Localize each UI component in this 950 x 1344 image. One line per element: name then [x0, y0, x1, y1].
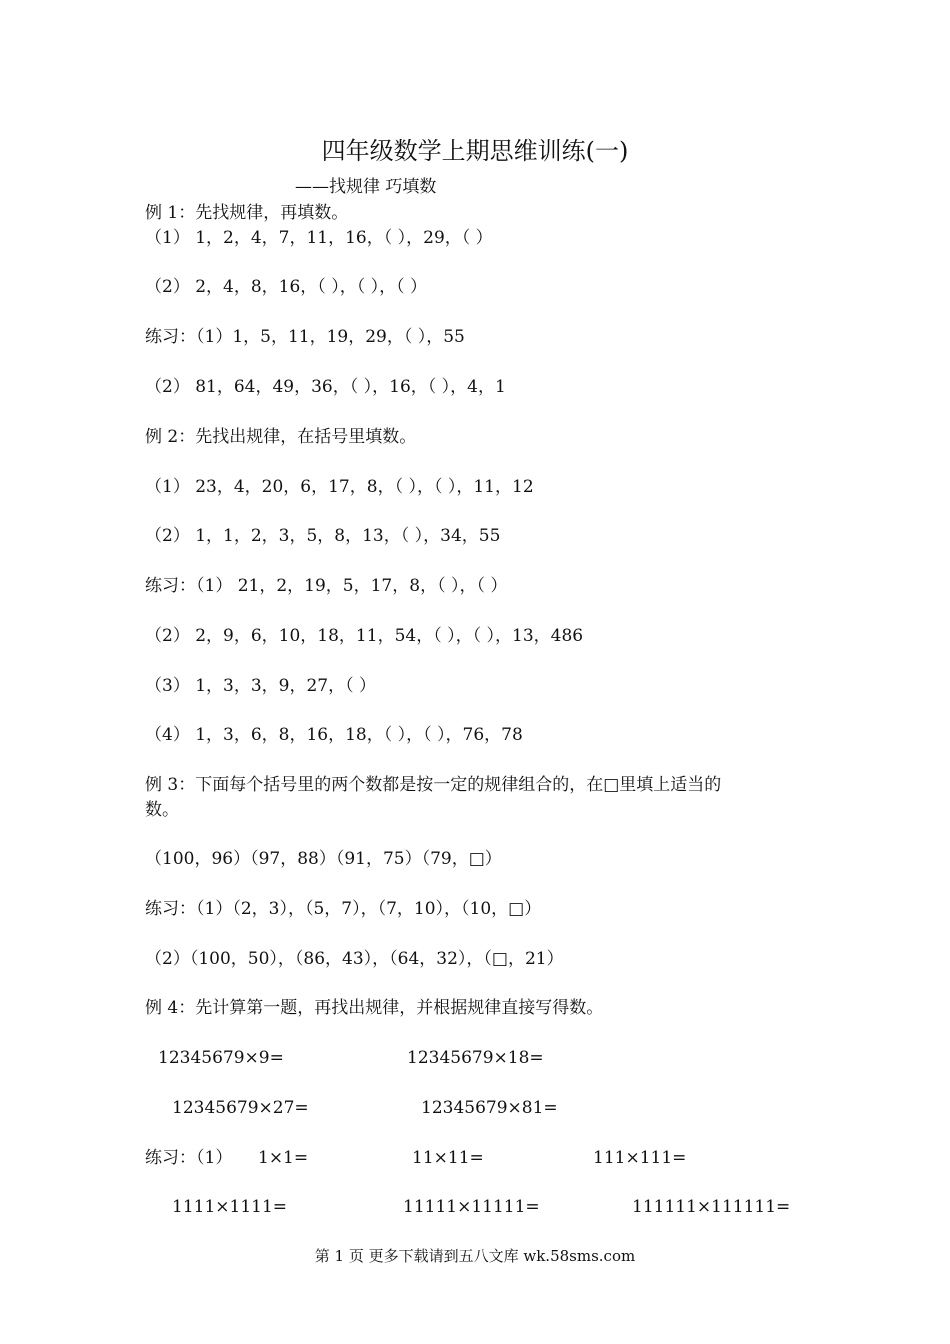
example4-expression-4: 12345679×81=: [421, 1098, 558, 1118]
example1-question-2: （2） 2，4，8，16，（ ），（ ），（ ）: [145, 277, 428, 297]
practice4-expression-1: 1×1=: [258, 1148, 309, 1168]
practice3-question-2: （2）（100，50），（86，43），（64，32），（□，21）: [145, 949, 564, 969]
page-footer: 第 1 页 更多下载请到五八文库 wk.58sms.com: [314, 1247, 636, 1265]
example2-question-1: （1） 23，4，20，6，17，8，（ ），（ ），11，12: [145, 477, 534, 497]
practice4-expression-4: 1111×1111=: [172, 1197, 288, 1217]
practice2-question-2: （2） 2，9，6，10，18，11，54，（ ），（ ），13，486: [145, 626, 584, 646]
example1-heading: 例 1：先找规律，再填数。: [145, 203, 349, 223]
example3-heading-line2: 数。: [145, 800, 179, 820]
example4-heading: 例 4：先计算第一题，再找出规律，并根据规律直接写得数。: [145, 998, 604, 1018]
practice4-prefix: 练习：（1）: [145, 1148, 233, 1168]
example4-expression-3: 12345679×27=: [172, 1098, 309, 1118]
example3-heading-line1: 例 3：下面每个括号里的两个数都是按一定的规律组合的，在□里填上适当的: [145, 775, 722, 795]
example2-heading: 例 2：先找出规律，在括号里填数。: [145, 427, 417, 447]
practice2-question-3: （3） 1，3，3，9，27，（ ）: [145, 676, 377, 696]
example2-question-2: （2） 1，1，2，3，5，8，13，（ ），34，55: [145, 526, 501, 546]
practice4-expression-6: 111111×111111=: [632, 1197, 791, 1217]
example4-expression-1: 12345679×9=: [158, 1048, 284, 1068]
page-title: 四年级数学上期思维训练(一): [321, 137, 629, 165]
practice1-question-1: 练习：（1）1，5，11，19，29，（ ），55: [145, 327, 465, 347]
practice4-expression-5: 11111×11111=: [403, 1197, 540, 1217]
practice3-question-1: 练习：（1）（2，3），（5，7），（7，10），（10，□）: [145, 899, 542, 919]
practice4-expression-3: 111×111=: [593, 1148, 687, 1168]
example1-question-1: （1） 1，2，4，7，11，16，（ ），29，（ ）: [145, 228, 493, 248]
practice2-question-1: 练习：（1） 21，2，19，5，17，8，（ ），（ ）: [145, 576, 508, 596]
practice1-question-2: （2） 81，64，49，36，（ ），16，（ ），4，1: [145, 377, 506, 397]
practice4-expression-2: 11×11=: [412, 1148, 484, 1168]
example4-expression-2: 12345679×18=: [407, 1048, 544, 1068]
practice2-question-4: （4） 1，3，6，8，16，18，（ ），（ ），76，78: [145, 725, 523, 745]
page-subtitle: ——找规律 巧填数: [295, 177, 437, 197]
example3-question-1: （100，96）（97，88）（91，75）（79，□）: [145, 849, 502, 869]
